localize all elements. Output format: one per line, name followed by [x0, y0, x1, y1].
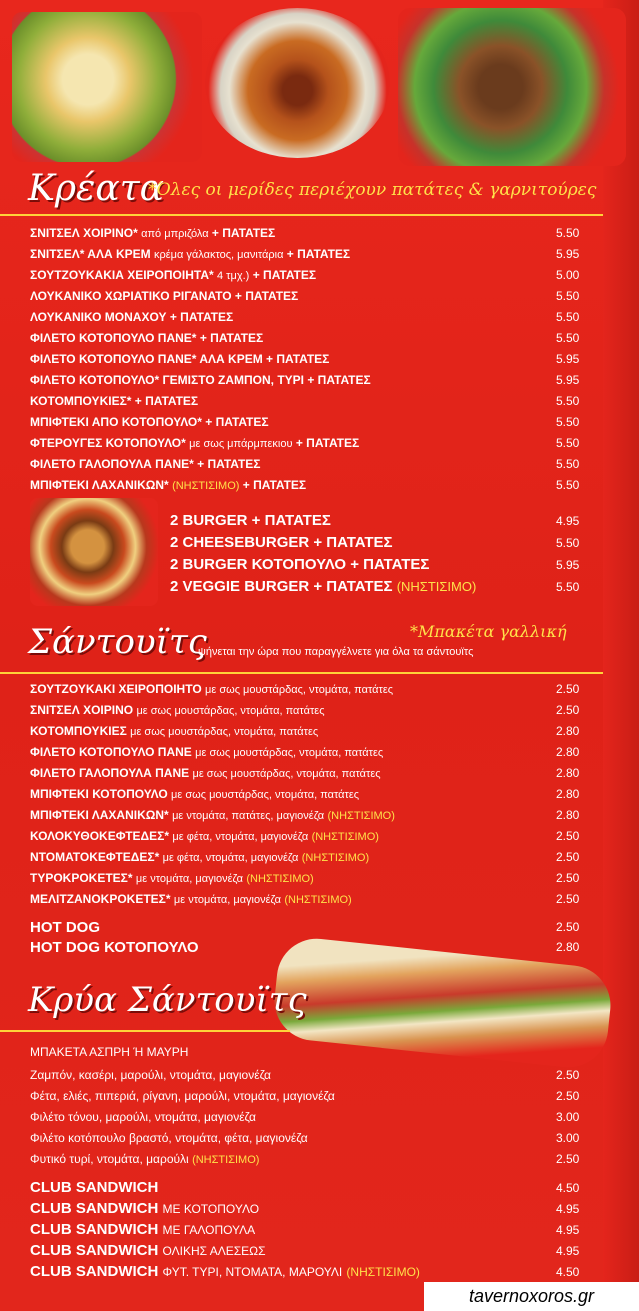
- item-price: 5.50: [556, 226, 580, 240]
- sandwich-name: ΦΙΛΕΤΟ ΓΑΛΟΠΟΥΛΑ ΠΑΝΕ: [30, 766, 190, 780]
- item-price: 5.00: [556, 268, 580, 282]
- sandwich-desc: με σως μουστάρδας, ντομάτα, πατάτες: [192, 768, 381, 780]
- sandwich-desc: με σως μουστάρδας, ντομάτα, πατάτες: [195, 747, 384, 759]
- menu-item-row: [30, 392, 557, 411]
- sandwich-note: (ΝΗΣΤΙΣΙΜΟ): [327, 810, 395, 822]
- club-note: (ΝΗΣΤΙΣΙΜΟ): [346, 1265, 420, 1279]
- club-price: 4.50: [556, 1265, 580, 1279]
- sandwich-name: ΦΙΛΕΤΟ ΚΟΤΟΠΟΥΛΟ ΠΑΝΕ: [30, 745, 192, 759]
- club-extra: ΜΕ ΚΟΤΟΠΟΥΛΟ: [162, 1202, 260, 1216]
- burger-name: 2 VEGGIE BURGER + ΠΑΤΑΤΕΣ: [170, 578, 393, 595]
- section-subtitle-sandwiches: *Μπακέτα γαλλική: [410, 622, 567, 641]
- sandwich-name: ΜΠΙΦΤΕΚΙ ΛΑΧΑΝΙΚΩΝ*: [30, 808, 169, 822]
- menu-item-row: [30, 350, 557, 369]
- item-name: ΦΙΛΕΤΟ ΚΟΤΟΠΟΥΛΟ* ΓΕΜΙΣΤΟ ΖΑΜΠΟΝ, ΤΥΡΙ: [30, 373, 304, 387]
- sandwich-row: [30, 890, 557, 909]
- item-name: ΦΙΛΕΤΟ ΚΟΤΟΠΟΥΛΟ ΠΑΝΕ*: [30, 331, 197, 345]
- cold-desc: Φυτικό τυρί, ντομάτα, μαρούλι: [30, 1152, 189, 1166]
- menu-item-row: [30, 329, 557, 348]
- item-tail: + ΠΑΤΑΤΕΣ: [134, 394, 199, 408]
- item-name: ΣΝΙΤΣΕΛ ΧΟΙΡΙΝΟ*: [30, 226, 138, 240]
- item-desc: από μπριζόλα: [141, 228, 209, 240]
- sandwich-name: ΚΟΤΟΜΠΟΥΚΙΕΣ: [30, 724, 127, 738]
- item-tail: + ΠΑΤΑΤΕΣ: [199, 331, 264, 345]
- club-name: CLUB SANDWICH: [30, 1263, 159, 1280]
- sandwich-name: ΚΟΛΟΚΥΘΟΚΕΦΤΕΔΕΣ*: [30, 829, 170, 843]
- item-name: ΦΤΕΡΟΥΓΕΣ ΚΟΤΟΠΟΥΛΟ*: [30, 436, 186, 450]
- item-price: 5.50: [556, 436, 580, 450]
- item-tail: + ΠΑΤΑΤΕΣ: [211, 226, 276, 240]
- sandwich-price: 2.50: [556, 892, 580, 906]
- item-tail: + ΠΑΤΑΤΕΣ: [307, 373, 371, 387]
- club-row: [30, 1199, 259, 1219]
- cold-price: 2.50: [556, 1089, 580, 1103]
- sandwich-row: [30, 701, 557, 720]
- item-name: ΦΙΛΕΤΟ ΚΟΤΟΠΟΥΛΟ ΠΑΝΕ* ΑΛΑ ΚΡΕΜ: [30, 352, 263, 366]
- cold-note: (ΝΗΣΤΙΣΙΜΟ): [192, 1154, 260, 1166]
- sandwich-price: 2.50: [556, 682, 580, 696]
- sandwich-row: [30, 722, 557, 741]
- hotdog-price: 2.50: [556, 920, 580, 934]
- sandwich-desc: με ντομάτα, μαγιονέζα: [135, 873, 244, 885]
- item-tail: + ΠΑΤΑΤΕΣ: [169, 310, 234, 324]
- sandwich-price: 2.50: [556, 850, 580, 864]
- sandwich-desc: με σως μουστάρδας, ντομάτα, πατάτες: [171, 789, 360, 801]
- item-price: 5.50: [556, 289, 580, 303]
- cold-desc: Φιλέτο κοτόπουλο βραστό, ντομάτα, φέτα, μαγιονέζα: [30, 1131, 308, 1145]
- item-price: 5.50: [556, 415, 580, 429]
- burger-name: 2 BURGER + ΠΑΤΑΤΕΣ: [170, 512, 331, 529]
- sandwich-desc: με φέτα, ντομάτα, μαγιονέζα: [162, 852, 299, 864]
- item-name: ΛΟΥΚΑΝΙΚΟ ΜΟΝΑΧΟΥ: [30, 310, 167, 324]
- item-note: (ΝΗΣΤΙΣΙΜΟ): [172, 480, 240, 492]
- sandwich-price: 2.80: [556, 787, 580, 801]
- sandwich-desc: με φέτα, ντομάτα, μαγιονέζα: [172, 831, 309, 843]
- sandwich-price: 2.80: [556, 808, 580, 822]
- item-tail: + ΠΑΤΑΤΕΣ: [286, 247, 351, 261]
- club-price: 4.95: [556, 1202, 580, 1216]
- sandwich-price: 2.50: [556, 703, 580, 717]
- sandwich-price: 2.80: [556, 724, 580, 738]
- burger-price: 5.50: [556, 536, 580, 550]
- divider: [0, 1030, 290, 1032]
- cold-price: 3.00: [556, 1110, 580, 1124]
- sandwich-row: [30, 785, 557, 804]
- menu-item-row: [30, 476, 557, 495]
- burger-row: [170, 532, 393, 554]
- burger-row: [170, 510, 331, 532]
- cold-price: 2.50: [556, 1152, 580, 1166]
- menu-item-row: [30, 371, 557, 390]
- item-name: ΜΠΙΦΤΕΚΙ ΛΑΧΑΝΙΚΩΝ*: [30, 478, 169, 492]
- cold-row: [30, 1108, 557, 1127]
- page-edge: [603, 0, 639, 1311]
- section-title-kreata: Κρέατα: [28, 168, 164, 209]
- club-name: CLUB SANDWICH: [30, 1221, 159, 1238]
- club-row: [30, 1241, 266, 1261]
- cold-row: [30, 1066, 557, 1085]
- club-price: 4.50: [556, 1181, 580, 1195]
- sandwich-note: (ΝΗΣΤΙΣΙΜΟ): [284, 894, 352, 906]
- divider: [0, 672, 603, 674]
- sandwich-desc: με σως μουστάρδας, ντομάτα, πατάτες: [136, 705, 325, 717]
- club-extra: ΜΕ ΓΑΛΟΠΟΥΛΑ: [162, 1223, 256, 1237]
- item-tail: + ΠΑΤΑΤΕΣ: [252, 268, 317, 282]
- item-tail: + ΠΑΤΑΤΕΣ: [205, 415, 269, 429]
- sandwich-desc: με σως μουστάρδας, ντομάτα, πατάτες: [205, 684, 394, 696]
- item-name: ΛΟΥΚΑΝΙΚΟ ΧΩΡΙΑΤΙΚΟ ΡΙΓΑΝΑΤΟ: [30, 289, 232, 303]
- menu-item-row: [30, 287, 557, 306]
- club-price: 4.95: [556, 1223, 580, 1237]
- item-price: 5.95: [556, 352, 580, 366]
- item-desc: 4 τμχ.): [217, 270, 250, 282]
- burger-name: 2 BURGER ΚΟΤΟΠΟΥΛΟ + ΠΑΤΑΤΕΣ: [170, 556, 430, 573]
- item-name: ΦΙΛΕΤΟ ΓΑΛΟΠΟΥΛΑ ΠΑΝΕ*: [30, 457, 194, 471]
- item-tail: + ΠΑΤΑΤΕΣ: [242, 478, 307, 492]
- item-price: 5.50: [556, 310, 580, 324]
- burger-row: [170, 576, 476, 598]
- item-price: 5.50: [556, 457, 580, 471]
- item-price: 5.50: [556, 331, 580, 345]
- menu-item-row: [30, 413, 557, 432]
- item-name: ΚΟΤΟΜΠΟΥΚΙΕΣ*: [30, 394, 132, 408]
- club-extra: ΟΛΙΚΗΣ ΑΛΕΣΕΩΣ: [162, 1244, 266, 1258]
- cold-header: ΜΠΑΚΕΤΑ ΑΣΠΡΗ Ή ΜΑΥΡΗ: [30, 1045, 189, 1059]
- burger-price: 5.50: [556, 580, 580, 594]
- item-tail: + ΠΑΤΑΤΕΣ: [234, 289, 299, 303]
- burger-price: 4.95: [556, 514, 580, 528]
- item-tail: + ΠΑΤΑΤΕΣ: [266, 352, 330, 366]
- club-row: [30, 1262, 420, 1282]
- burger-name: 2 CHEESEBURGER + ΠΑΤΑΤΕΣ: [170, 534, 393, 551]
- sandwich-note: (ΝΗΣΤΙΣΙΜΟ): [246, 873, 314, 885]
- item-price: 5.50: [556, 394, 580, 408]
- sandwich-note: (ΝΗΣΤΙΣΙΜΟ): [311, 831, 379, 843]
- item-name: ΣΝΙΤΣΕΛ* ΑΛΑ ΚΡΕΜ: [30, 247, 151, 261]
- sandwich-row: [30, 806, 557, 825]
- food-photo-fries-sandwich: [12, 12, 202, 162]
- burger-note: (ΝΗΣΤΙΣΙΜΟ): [396, 579, 477, 594]
- menu-item-row: [30, 455, 557, 474]
- sandwich-name: ΝΤΟΜΑΤΟΚΕΦΤΕΔΕΣ*: [30, 850, 160, 864]
- item-name: ΜΠΙΦΤΕΚΙ ΑΠΟ ΚΟΤΟΠΟΥΛΟ*: [30, 415, 202, 429]
- item-tail: + ΠΑΤΑΤΕΣ: [295, 436, 360, 450]
- item-tail: + ΠΑΤΑΤΕΣ: [197, 457, 261, 471]
- burger-row: [170, 554, 429, 576]
- sandwich-row: [30, 848, 557, 867]
- sandwich-price: 2.50: [556, 829, 580, 843]
- food-photo-kebab: [398, 8, 626, 166]
- food-photo-chicken-wings: [205, 8, 390, 158]
- sandwich-name: ΜΕΛΙΤΖΑΝΟΚΡΟΚΕΤΕΣ*: [30, 892, 171, 906]
- menu-item-row: [30, 224, 557, 243]
- sandwich-row: [30, 743, 557, 762]
- club-name: CLUB SANDWICH: [30, 1179, 159, 1196]
- section-title-cold-sandwiches: Κρύα Σάντουϊτς: [28, 980, 307, 1020]
- cold-desc: Φέτα, ελιές, πιπεριά, ρίγανη, μαρούλι, ντομάτα, μαγιονέζα: [30, 1089, 335, 1103]
- section-title-sandwiches: Σάντουϊτς: [28, 622, 207, 662]
- cold-row: [30, 1129, 557, 1148]
- sandwich-desc: με ντομάτα, μαγιονέζα: [173, 894, 281, 906]
- item-price: 5.95: [556, 373, 580, 387]
- club-row: [30, 1220, 255, 1240]
- sandwich-name: ΣΟΥΤΖΟΥΚΑΚΙ ΧΕΙΡΟΠΟΙΗΤΟ: [30, 682, 202, 696]
- sandwich-name: ΤΥΡΟΚΡΟΚΕΤΕΣ*: [30, 871, 133, 885]
- hotdog-name: HOT DOG ΚΟΤΟΠΟΥΛΟ: [30, 939, 199, 956]
- item-price: 5.50: [556, 478, 580, 492]
- sandwich-price: 2.50: [556, 871, 580, 885]
- club-name: CLUB SANDWICH: [30, 1200, 159, 1217]
- item-desc: με σως μπάρμπεκιου: [189, 438, 293, 450]
- burger-price: 5.95: [556, 558, 580, 572]
- item-desc: κρέμα γάλακτος, μανιτάρια: [153, 249, 284, 261]
- sandwich-note: (ΝΗΣΤΙΣΙΜΟ): [301, 852, 370, 864]
- food-photo-burger: [30, 498, 158, 606]
- sandwich-row: [30, 680, 557, 699]
- sandwich-row: [30, 764, 557, 783]
- sandwich-name: ΜΠΙΦΤΕΚΙ ΚΟΤΟΠΟΥΛΟ: [30, 787, 168, 801]
- website-label: tavernoxoros.gr: [424, 1282, 639, 1311]
- sandwich-price: 2.80: [556, 745, 580, 759]
- menu-item-row: [30, 434, 557, 453]
- hotdog-price: 2.80: [556, 940, 580, 954]
- club-extra: ΦΥΤ. ΤΥΡΙ, ΝΤΟΜΑΤΑ, ΜΑΡΟΥΛΙ: [162, 1265, 343, 1279]
- sandwich-desc: με σως μουστάρδας, ντομάτα, πατάτες: [130, 726, 319, 738]
- sandwich-row: [30, 869, 557, 888]
- cold-price: 3.00: [556, 1131, 580, 1145]
- cold-row: [30, 1087, 557, 1106]
- sandwich-row: [30, 827, 557, 846]
- hotdog-name: HOT DOG: [30, 919, 100, 936]
- cold-price: 2.50: [556, 1068, 580, 1082]
- club-price: 4.95: [556, 1244, 580, 1258]
- menu-item-row: [30, 245, 557, 264]
- cold-desc: Φιλέτο τόνου, μαρούλι, ντομάτα, μαγιονέζα: [30, 1110, 256, 1124]
- section-note-sandwiches: ψήνεται την ώρα που παραγγέλνετε για όλα τα σάντουϊτς: [198, 646, 474, 658]
- menu-item-row: [30, 308, 557, 327]
- club-name: CLUB SANDWICH: [30, 1242, 159, 1259]
- sandwich-desc: με ντομάτα, πατάτες, μαγιονέζα: [172, 810, 325, 822]
- cold-row: [30, 1150, 557, 1169]
- cold-desc: Ζαμπόν, κασέρι, μαρούλι, ντομάτα, μαγιονέζα: [30, 1068, 271, 1082]
- section-subtitle-kreata: *Όλες οι μερίδες περιέχουν πατάτες & γαρνιτούρες: [148, 180, 597, 200]
- menu-item-row: [30, 266, 557, 285]
- item-name: ΣΟΥΤΖΟΥΚΑΚΙΑ ΧΕΙΡΟΠΟΙΗΤΑ*: [30, 268, 214, 282]
- sandwich-price: 2.80: [556, 766, 580, 780]
- divider: [0, 214, 603, 216]
- sandwich-name: ΣΝΙΤΣΕΛ ΧΟΙΡΙΝΟ: [30, 703, 134, 717]
- club-row: [30, 1178, 158, 1198]
- item-price: 5.95: [556, 247, 580, 261]
